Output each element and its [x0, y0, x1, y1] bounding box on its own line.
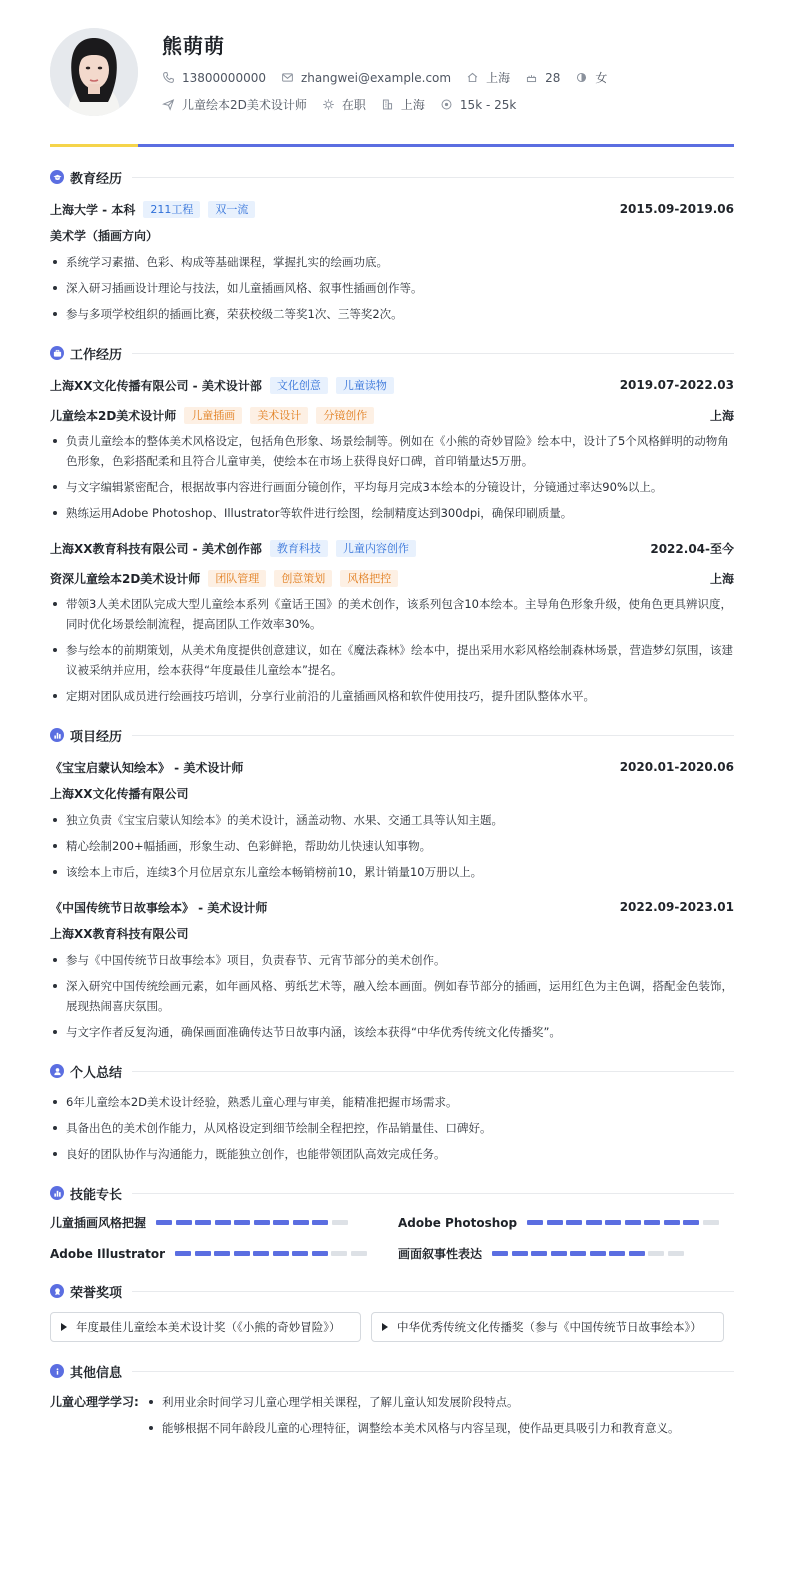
- section-header: [50, 1280, 734, 1302]
- section-line: [132, 1371, 734, 1372]
- skill-segment: [351, 1251, 367, 1256]
- project-org: 上海XX文化传播有限公司: [50, 787, 189, 801]
- list-item: 具备出色的美术创作能力，从风格设定到细节绘制全程把控，作品销量佳、口碑好。: [50, 1118, 734, 1138]
- skill-segment: [648, 1251, 664, 1256]
- skill-name: 画面叙事性表达: [398, 1247, 483, 1261]
- other-label: 儿童心理学学习:: [50, 1395, 139, 1409]
- skill-segment: [664, 1220, 680, 1225]
- honor-label: 年度最佳儿童绘本美术设计奖（《小熊的奇妙冒险》）: [76, 1320, 341, 1334]
- skill-segment: [254, 1220, 270, 1225]
- project-bullets: [50, 950, 734, 1042]
- list-item: 参与《中国传统节日故事绘本》项目，负责春节、元宵节部分的美术创作。: [50, 950, 734, 970]
- job-date: 2019.07-2022.03: [619, 378, 734, 392]
- skill-item: [50, 1245, 398, 1262]
- role-tag: 美术设计: [250, 407, 308, 424]
- section-title: 项目经历: [70, 729, 123, 745]
- home-icon: [466, 71, 479, 84]
- divider-yellow: [50, 144, 138, 147]
- city-item: [381, 96, 425, 113]
- honor-item[interactable]: [50, 1312, 361, 1342]
- company-name: 上海XX文化传播有限公司 - 美术设计部: [50, 378, 262, 393]
- list-item: 利用业余时间学习儿童心理学相关课程，了解儿童认知发展阶段特点。: [146, 1392, 734, 1412]
- skill-segment: [293, 1220, 309, 1225]
- status-icon: [322, 98, 335, 111]
- skills-section: [50, 1182, 734, 1262]
- skill-segment: [527, 1220, 543, 1225]
- skill-segment: [586, 1220, 602, 1225]
- info-icon: [50, 1364, 64, 1378]
- gender-text: 女: [595, 71, 608, 85]
- salary-icon: [440, 98, 453, 111]
- list-item: 该绘本上市后，连续3个月位居京东儿童绘本畅销榜前10，累计销量10万册以上。: [50, 862, 734, 882]
- skill-segment: [644, 1220, 660, 1225]
- list-item: 带领3人美术团队完成大型儿童绘本系列《童话王国》的美术创作，该系列包含10本绘本。主导角色形象升级，使角色更具辨识度，同时优化场景绘制流程，提高团队工作效率30%。: [50, 594, 734, 634]
- job-title-text: 儿童绘本2D美术设计师: [182, 98, 307, 112]
- role-group: [50, 570, 398, 587]
- other-bullets: [146, 1392, 734, 1438]
- briefcase-icon: [50, 346, 64, 360]
- skill-level-bar: [492, 1251, 687, 1256]
- school-tag: 211工程: [143, 201, 200, 218]
- project-name: 《中国传统节日故事绘本》 - 美术设计师: [50, 900, 268, 915]
- user-icon: [50, 1064, 64, 1078]
- job-role-line: [50, 567, 734, 589]
- role-group: [50, 407, 374, 424]
- role-tag: 风格把控: [340, 570, 398, 587]
- skill-level-bar: [527, 1220, 722, 1225]
- list-item: 参与绘本的前期策划，从美术角度提供创意建议，如在《魔法森林》绘本中，提出采用水彩风格绘制森林场景，营造梦幻氛围，该建议被采纳并应用，绘本获得“年度最佳儿童绘本”提名。: [50, 640, 734, 680]
- section-title: 工作经历: [70, 347, 123, 363]
- list-item: 熟练运用Adobe Photoshop、Illustrator等软件进行绘图，绘制精度达到300dpi，确保印刷质量。: [50, 503, 734, 523]
- job-city: 上海: [709, 408, 734, 423]
- section-line: [132, 177, 734, 178]
- age-text: 28: [545, 70, 561, 85]
- honor-label: 中华优秀传统文化传播奖（参与《中国传统节日故事绘本》）: [397, 1320, 702, 1334]
- send-icon: [162, 98, 175, 111]
- skill-name: 儿童插画风格把握: [50, 1216, 147, 1230]
- play-icon: [382, 1323, 388, 1331]
- school-line: [50, 201, 255, 218]
- divider-blue: [138, 144, 734, 147]
- skill-segment: [570, 1251, 586, 1256]
- section-line: [132, 1193, 734, 1194]
- skill-item: [398, 1214, 734, 1231]
- list-item: 精心绘制200+幅插画，形象生动、色彩鲜艳，帮助幼儿快速认知事物。: [50, 836, 734, 856]
- role-name: 儿童绘本2D美术设计师: [50, 408, 177, 423]
- role-name: 资深儿童绘本2D美术设计师: [50, 571, 201, 586]
- projects-section: [50, 724, 734, 1042]
- building-icon: [381, 98, 394, 111]
- honors-list: [50, 1312, 734, 1342]
- city-text: 上海: [400, 98, 425, 112]
- play-icon: [61, 1323, 67, 1331]
- contact-row: [162, 69, 622, 86]
- company-tag: 文化创意: [270, 377, 328, 394]
- project-entry: [50, 896, 734, 1042]
- list-item: 系统学习素描、色彩、构成等基础课程，掌握扎实的绘画功底。: [50, 252, 734, 272]
- honor-item[interactable]: [371, 1312, 724, 1342]
- candidate-name: 熊萌萌: [162, 34, 225, 58]
- list-item: 与文字作者反复沟通，确保画面准确传达节日故事内涵，该绘本获得“中华优秀传统文化传播奖”。: [50, 1022, 734, 1042]
- major: 美术学（插画方向）: [50, 229, 159, 243]
- bar-chart-icon: [50, 1186, 64, 1200]
- location-text: 上海: [486, 71, 511, 85]
- role-tag: 创意策划: [274, 570, 332, 587]
- project-header: [50, 756, 734, 778]
- email-text: zhangwei@example.com: [300, 70, 452, 85]
- skill-segment: [253, 1251, 269, 1256]
- section-header: [50, 1360, 734, 1382]
- project-name: 《宝宝启蒙认知绘本》 - 美术设计师: [50, 760, 244, 775]
- age-icon: [525, 71, 538, 84]
- job-company-line: [50, 537, 734, 559]
- education-date: 2015.09-2019.06: [619, 202, 734, 216]
- skill-segment: [551, 1251, 567, 1256]
- gender-item: [575, 69, 607, 86]
- section-header: [50, 166, 734, 188]
- skill-segment: [273, 1220, 289, 1225]
- skill-segment: [176, 1220, 192, 1225]
- section-title: 技能专长: [70, 1187, 123, 1203]
- section-line: [132, 735, 734, 736]
- phone-text: 13800000000: [182, 70, 266, 85]
- gender-icon: [575, 71, 588, 84]
- job-title-item: [162, 96, 307, 113]
- project-date: 2020.01-2020.06: [619, 760, 734, 774]
- skill-segment: [195, 1251, 211, 1256]
- skill-segment: [683, 1220, 699, 1225]
- medal-icon: [50, 1284, 64, 1298]
- section-header: [50, 724, 734, 746]
- honors-section: [50, 1280, 734, 1342]
- skill-segment: [214, 1251, 230, 1256]
- skill-segment: [492, 1251, 508, 1256]
- skill-segment: [332, 1220, 348, 1225]
- company-name: 上海XX教育科技有限公司 - 美术创作部: [50, 541, 262, 556]
- list-item: 能够根据不同年龄段儿童的心理特征，调整绘本美术风格与内容呈现，使作品更具吸引力和教育意义。: [146, 1418, 734, 1438]
- phone-icon: [162, 71, 175, 84]
- status-text: 在职: [341, 98, 366, 112]
- graduation-cap-icon: [50, 170, 64, 184]
- project-header: [50, 896, 734, 918]
- company-group: [50, 540, 416, 557]
- status-item: [322, 96, 366, 113]
- list-item: 独立负责《宝宝启蒙认知绘本》的美术设计，涵盖动物、水果、交通工具等认知主题。: [50, 810, 734, 830]
- list-item: 与文字编辑紧密配合，根据故事内容进行画面分镜创作，平均每月完成3本绘本的分镜设计，分镜通过率达90%以上。: [50, 477, 734, 497]
- job-city: 上海: [709, 571, 734, 586]
- work-section: [50, 342, 734, 706]
- role-tag: 分镜创作: [316, 407, 374, 424]
- education-section: [50, 166, 734, 324]
- skills-grid: [50, 1214, 734, 1262]
- job-bullets: [50, 431, 734, 523]
- list-item: 负责儿童绘本的整体美术风格设定，包括角色形象、场景绘制等。例如在《小熊的奇妙冒险》绘本中，设计了5个风格鲜明的动物角色形象，色彩搭配柔和且符合儿童审美，使绘本在市场上获得良好口碑，首印销量达5万册。: [50, 431, 734, 471]
- avatar: [50, 28, 138, 116]
- project-entry: [50, 756, 734, 882]
- location-item: [466, 69, 510, 86]
- skill-segment: [609, 1251, 625, 1256]
- skill-segment: [629, 1251, 645, 1256]
- other-entry: [50, 1392, 734, 1438]
- role-tag: 儿童插画: [184, 407, 242, 424]
- age-item: [525, 71, 560, 85]
- bar-chart-icon: [50, 728, 64, 742]
- section-line: [132, 1071, 734, 1072]
- email-item: [281, 71, 451, 85]
- mail-icon: [281, 71, 294, 84]
- job-company-line: [50, 374, 734, 396]
- section-header: [50, 1060, 734, 1082]
- role-tag: 团队管理: [208, 570, 266, 587]
- skill-segment: [703, 1220, 719, 1225]
- project-date: 2022.09-2023.01: [619, 900, 734, 914]
- section-title: 荣誉奖项: [70, 1285, 123, 1301]
- avatar-portrait: [50, 28, 138, 116]
- list-item: 定期对团队成员进行绘画技巧培训，分享行业前沿的儿童插画风格和软件使用技巧，提升团队整体水平。: [50, 686, 734, 706]
- skill-segment: [273, 1251, 289, 1256]
- skill-segment: [234, 1251, 250, 1256]
- skill-level-bar: [175, 1251, 370, 1256]
- company-tag: 儿童读物: [336, 377, 394, 394]
- section-line: [132, 353, 734, 354]
- education-bullets: [50, 252, 734, 324]
- section-header: [50, 342, 734, 364]
- job-role-line: [50, 404, 734, 426]
- skill-segment: [531, 1251, 547, 1256]
- section-header: [50, 1182, 734, 1204]
- list-item: 深入研习插画设计理论与技法，如儿童插画风格、叙事性插画创作等。: [50, 278, 734, 298]
- list-item: 6年儿童绘本2D美术设计经验，熟悉儿童心理与审美，能精准把握市场需求。: [50, 1092, 734, 1112]
- project-org: 上海XX教育科技有限公司: [50, 927, 189, 941]
- skill-segment: [312, 1251, 328, 1256]
- summary-bullets: [50, 1092, 734, 1164]
- list-item: 深入研究中国传统绘画元素，如年画风格、剪纸艺术等，融入绘本画面。例如春节部分的插画，运用红色为主色调，搭配金色装饰，展现热闹喜庆氛围。: [50, 976, 734, 1016]
- job-row: [162, 96, 531, 113]
- project-bullets: [50, 810, 734, 882]
- job-entry: [50, 374, 734, 523]
- section-title: 个人总结: [70, 1065, 123, 1081]
- skill-item: [50, 1214, 398, 1231]
- skill-segment: [195, 1220, 211, 1225]
- job-date: 2022.04-至今: [650, 541, 734, 556]
- skill-segment: [512, 1251, 528, 1256]
- skill-segment: [215, 1220, 231, 1225]
- skill-segment: [156, 1220, 172, 1225]
- skill-level-bar: [156, 1220, 351, 1225]
- skill-segment: [566, 1220, 582, 1225]
- skill-segment: [590, 1251, 606, 1256]
- other-section: [50, 1360, 734, 1438]
- company-tag: 儿童内容创作: [336, 540, 416, 557]
- section-title: 其他信息: [70, 1365, 123, 1381]
- skill-item: [398, 1245, 734, 1262]
- education-entry-header: [50, 198, 734, 220]
- skill-segment: [605, 1220, 621, 1225]
- skill-segment: [234, 1220, 250, 1225]
- company-tag: 教育科技: [270, 540, 328, 557]
- school-name: 上海大学 - 本科: [50, 202, 136, 217]
- section-line: [132, 1291, 734, 1292]
- job-entry: [50, 537, 734, 706]
- skill-segment: [625, 1220, 641, 1225]
- school-tag: 双一流: [208, 201, 255, 218]
- section-title: 教育经历: [70, 171, 123, 187]
- skill-segment: [175, 1251, 191, 1256]
- salary-item: [440, 98, 516, 112]
- skill-segment: [292, 1251, 308, 1256]
- skill-segment: [312, 1220, 328, 1225]
- job-bullets: [50, 594, 734, 706]
- skill-segment: [331, 1251, 347, 1256]
- resume-header: [50, 0, 734, 146]
- company-group: [50, 377, 394, 394]
- header-divider: [50, 144, 734, 147]
- skill-name: Adobe Illustrator: [50, 1246, 166, 1261]
- list-item: 参与多项学校组织的插画比赛，荣获校级二等奖1次、三等奖2次。: [50, 304, 734, 324]
- skill-name: Adobe Photoshop: [398, 1215, 518, 1230]
- summary-section: [50, 1060, 734, 1164]
- salary-text: 15k - 25k: [459, 97, 517, 112]
- skill-segment: [668, 1251, 684, 1256]
- list-item: 良好的团队协作与沟通能力，既能独立创作，也能带领团队高效完成任务。: [50, 1144, 734, 1164]
- skill-segment: [547, 1220, 563, 1225]
- phone-item: [162, 71, 266, 85]
